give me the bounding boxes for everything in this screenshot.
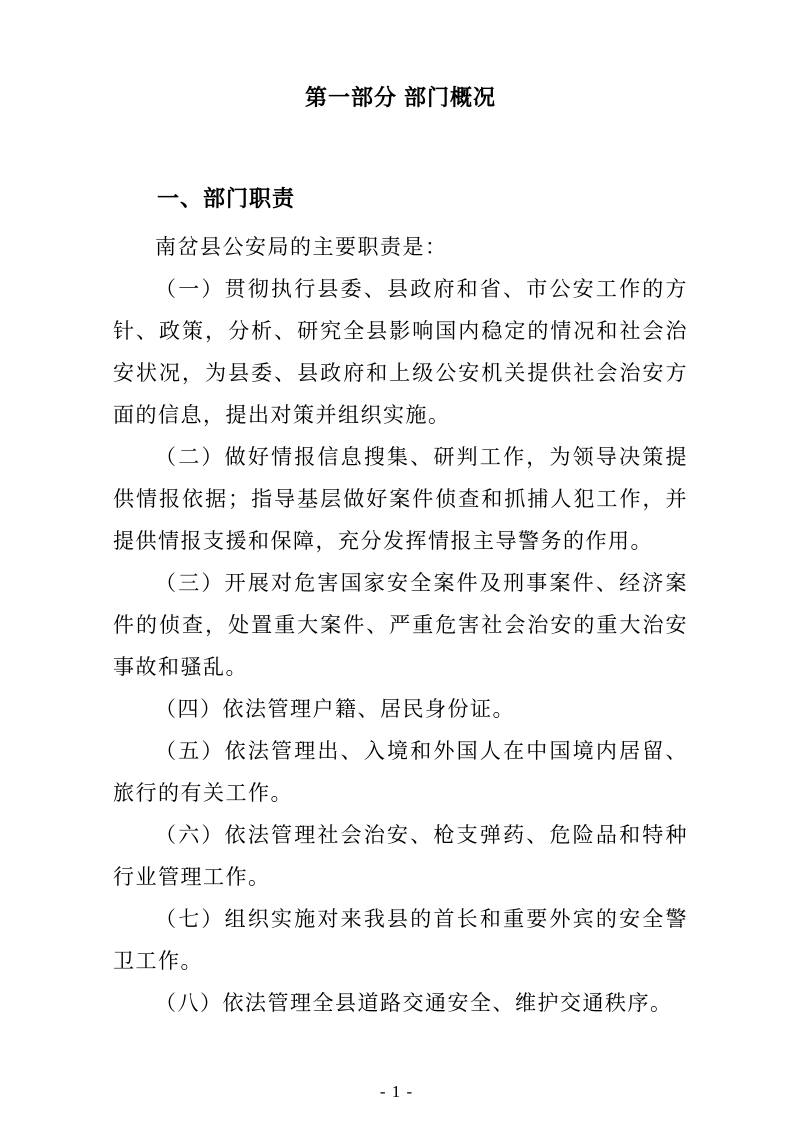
document-title: 第一部分 部门概况 xyxy=(304,85,497,110)
paragraph-item-7: （七）组织实施对来我县的首长和重要外宾的安全警卫工作。 xyxy=(113,907,688,973)
document-content xyxy=(0,84,793,1024)
paragraph-item-3: （三）开展对危害国家安全案件及刑事案件、经济案件的侦查，处置重大案件、严重危害社会治安的重大治安事故和骚乱。 xyxy=(113,571,688,679)
page-number: - 1 - xyxy=(379,1082,414,1101)
section-body xyxy=(113,226,688,1024)
paragraph-item-6: （六）依法管理社会治安、枪支弹药、危险品和特种行业管理工作。 xyxy=(113,823,688,889)
paragraph-item-1: （一）贯彻执行县委、县政府和省、市公安工作的方针、政策，分析、研究全县影响国内稳定的情况和社会治安状况，为县委、县政府和上级公安机关提供社会治安方面的信息，提出对策并组织实施。 xyxy=(113,277,688,427)
paragraph-item-8: （八）依法管理全县道路交通安全、维护交通秩序。 xyxy=(155,991,673,1015)
section-heading: 一、部门职责 xyxy=(157,186,296,211)
paragraph-intro: 南岔县公安局的主要职责是： xyxy=(155,235,448,259)
paragraph-item-5: （五）依法管理出、入境和外国人在中国境内居留、旅行的有关工作。 xyxy=(113,739,688,805)
paragraph-item-4: （四）依法管理户籍、居民身份证。 xyxy=(155,697,515,721)
paragraph-item-2: （二）做好情报信息搜集、研判工作，为领导决策提供情报依据；指导基层做好案件侦查和抓捕人犯工作，并提供情报支援和保障，充分发挥情报主导警务的作用。 xyxy=(113,445,688,553)
